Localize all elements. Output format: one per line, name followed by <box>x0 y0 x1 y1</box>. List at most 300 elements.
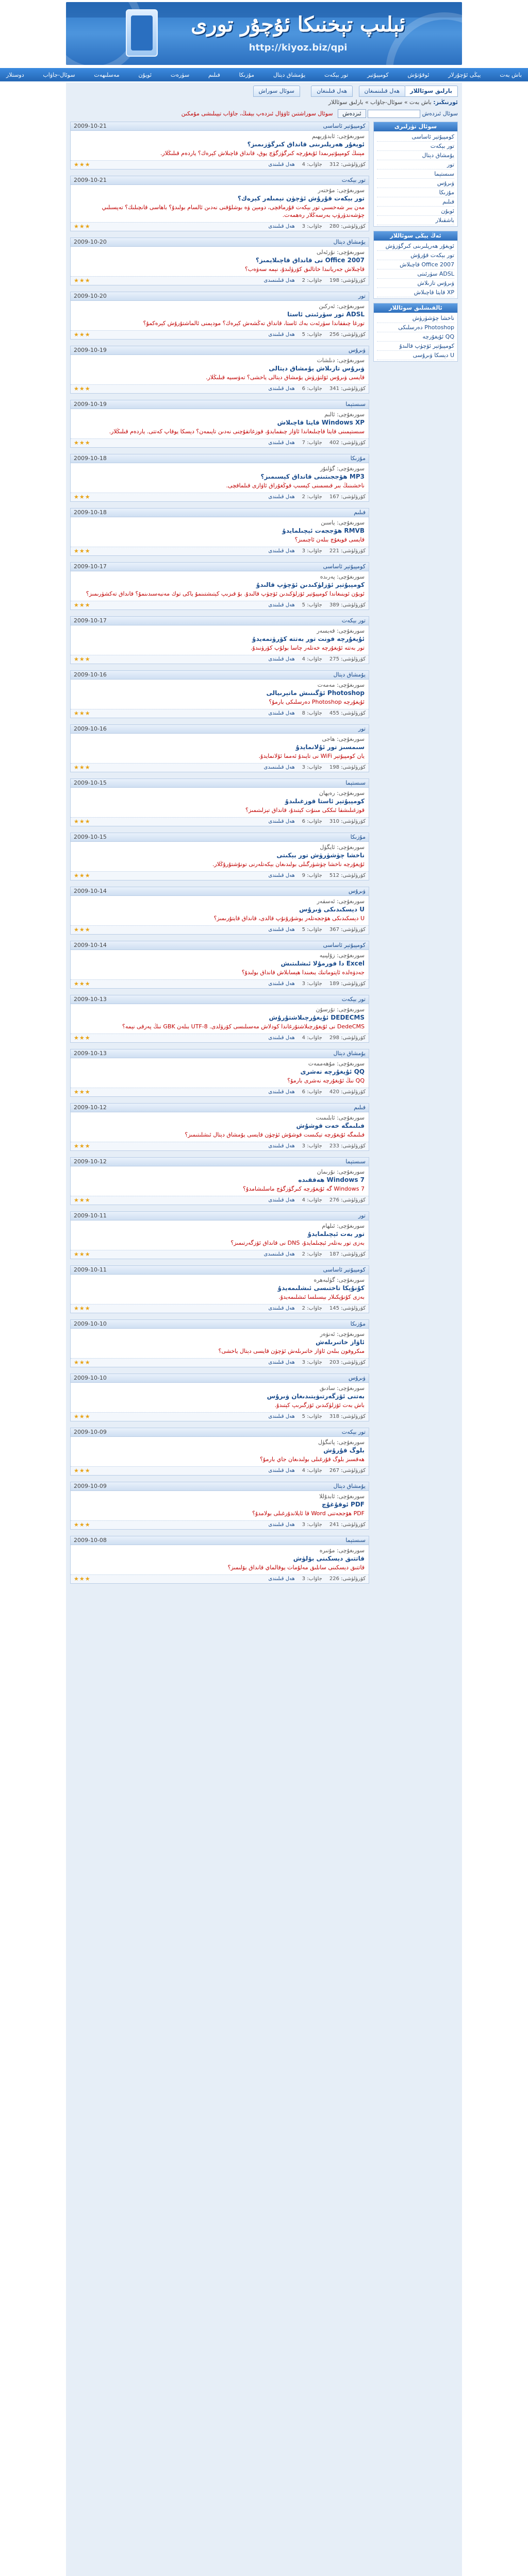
question-answers: جاۋاب: 6 <box>302 1089 322 1095</box>
question-date: 2009-10-12 <box>74 1158 107 1165</box>
sidebar-link[interactable]: تور <box>377 160 454 170</box>
rating-stars-icon: ★★★ <box>74 764 91 771</box>
question-category[interactable]: سىستېما <box>345 401 366 408</box>
question-title[interactable]: ئويغۇر ھەرپلىرىنى قانداق كىرگۈزىمىز؟ <box>247 141 365 148</box>
sidebar-link[interactable]: U دېسكا ۋىرۇسى <box>377 351 454 360</box>
question-asker: سورىغۇچى: قەيسەر <box>317 628 365 634</box>
question-title[interactable]: Windows 7 ھەققىدە <box>298 1176 365 1183</box>
question-title[interactable]: ۋىرۇس تازىلاش يۇمشاق دېتالى <box>269 365 365 372</box>
question-item[interactable] <box>70 238 369 285</box>
sidebar-link[interactable]: ئويۇن <box>377 207 454 216</box>
question-views: كۆرۈلۈشى: 203 <box>329 1360 366 1365</box>
question-header <box>71 400 369 409</box>
question-answers: جاۋاب: 2 <box>302 278 322 283</box>
question-date: 2009-10-12 <box>74 1104 107 1111</box>
question-views: كۆرۈلۈشى: 318 <box>329 1414 366 1419</box>
question-footer <box>71 1466 369 1475</box>
question-body <box>71 571 369 601</box>
question-asker: سورىغۇچى: ئابدۇللا <box>319 1493 365 1500</box>
question-item[interactable] <box>70 778 369 826</box>
question-header <box>71 833 369 842</box>
question-title[interactable]: بلوگ قۇرۇش <box>323 1447 365 1454</box>
question-date: 2009-10-10 <box>74 1320 107 1327</box>
question-header <box>71 1158 369 1166</box>
search-button[interactable]: ئىزدەش <box>338 109 366 118</box>
question-text: تورغا چىققاندا سۈرئەت بەك ئاستا، قانداق تەڭشەش كېرەك؟ مودېمنى ئالماشتۇرۇش كېرەكمۇ؟ <box>143 320 365 327</box>
question-category[interactable]: تور <box>358 1212 366 1219</box>
site-url: http://kiyoz.biz/qpi <box>249 42 348 53</box>
question-body <box>71 355 369 384</box>
question-asker: سورىغۇچى: مۇھەممەت <box>308 1060 365 1067</box>
question-footer <box>71 384 369 393</box>
question-title[interactable]: فىلىمگە خەت قوشۇش <box>296 1122 365 1129</box>
question-asker: سورىغۇچى: ئەسقەر <box>317 898 365 905</box>
question-views: كۆرۈلۈشى: 189 <box>329 981 366 987</box>
question-item[interactable] <box>70 454 369 502</box>
question-footer <box>71 1088 369 1096</box>
question-item[interactable] <box>70 1374 369 1421</box>
question-views: كۆرۈلۈشى: 256 <box>329 332 366 337</box>
question-status[interactable]: ھەل قىلىندى <box>268 440 295 446</box>
nav-item[interactable]: يۇمشاق دېتال <box>273 71 306 78</box>
question-answers: جاۋاب: 6 <box>302 386 322 392</box>
question-item[interactable] <box>70 1428 369 1476</box>
search-input[interactable] <box>368 110 420 118</box>
site-title: ئېلىپ تېخنىكا ئۇچۇر تورى <box>191 12 405 37</box>
question-answers: جاۋاب: 4 <box>302 1197 322 1203</box>
question-status[interactable]: ھەل قىلىندى <box>268 710 295 716</box>
sidebar-link[interactable]: ناخشا چۈشۈرۈش <box>377 314 454 323</box>
sidebar-link[interactable]: ئويغۇر ھەرپلىرىنى كىرگۈزۈش <box>377 242 454 251</box>
question-body <box>71 1166 369 1196</box>
question-answers: جاۋاب: 3 <box>302 765 322 770</box>
search-bar <box>70 109 458 121</box>
nav-item[interactable]: دوستلار <box>6 71 24 78</box>
question-status[interactable]: ھەل قىلىندى <box>268 602 295 608</box>
question-status[interactable]: ھەل قىلىندى <box>268 332 295 337</box>
sidebar-box-title: ئالقىشلىق سوئاللار <box>374 303 457 313</box>
question-footer <box>71 1358 369 1367</box>
question-views: كۆرۈلۈشى: 221 <box>329 548 366 554</box>
sidebar-link[interactable]: سىستېما <box>377 170 454 179</box>
question-title[interactable]: Photoshop ئۆگىنىش ماتېرىيالى <box>266 689 365 697</box>
question-text: ئويۇن ئوينىغاندا كومپيۇتېر ئۆزلۈكىدىن ئۆچۈپ قالىدۇ. بۇ قىزىپ كېتىشتىنمۇ ياكى توك مەنبەسىدىنمۇ؟ قانداق تەكشۈرىمىز؟ <box>86 590 365 597</box>
question-item[interactable] <box>70 887 369 935</box>
question-category[interactable]: يۇمشاق دېتال <box>333 1050 366 1057</box>
main-nav <box>0 68 528 81</box>
question-body <box>71 1437 369 1466</box>
question-views: كۆرۈلۈشى: 402 <box>329 440 366 446</box>
question-text: سىستېمىنى قايتا قاچىلىغاندا ئاۋاز چىقمايدۇ، قوزغاتقۇچنى نەدىن تاپىمەن؟ دېسكا يوقاپ كەتتى. ياردەم قىلىڭلار. <box>109 428 365 435</box>
question-status[interactable]: ھەل قىلىندى <box>268 927 295 933</box>
rating-stars-icon: ★★★ <box>74 1143 91 1149</box>
question-category[interactable]: مۇزىكا <box>350 455 366 462</box>
sidebar-link[interactable]: فىلىم <box>377 197 454 207</box>
sidebar-link[interactable]: Office 2007 قاچىلاش <box>377 260 454 269</box>
sidebar-box <box>373 303 458 362</box>
question-date: 2009-10-21 <box>74 123 107 129</box>
question-title[interactable]: QQ ئۇيغۇرچە نەشرى <box>300 1068 365 1075</box>
question-views: كۆرۈلۈشى: 298 <box>329 1035 366 1041</box>
tab-item[interactable]: ھەل قىلىنمىغان <box>359 86 405 97</box>
question-title[interactable]: ADSL تور سۈرئىتى ئاستا <box>287 311 365 318</box>
question-item[interactable] <box>70 616 369 664</box>
question-title[interactable]: كومپيۇتېر ئۆزلۈكىدىن ئۆچۈپ قالىدۇ <box>256 581 365 588</box>
question-category[interactable]: كومپيۇتېر ئاساسى <box>323 942 366 948</box>
question-date: 2009-10-13 <box>74 996 107 1003</box>
question-title[interactable]: تور بەت ئېچىلمايدۇ <box>307 1230 365 1238</box>
question-category[interactable]: يۇمشاق دېتال <box>333 671 366 678</box>
nav-item[interactable]: تور بېكەت <box>324 71 349 78</box>
question-category[interactable]: ۋىرۇس <box>348 347 366 353</box>
rating-stars-icon: ★★★ <box>74 656 91 663</box>
question-text: فىلىمگە ئۇيغۇرچە تېكىست قوشۇش ئۈچۈن قايسى يۇمشاق دېتال ئىشلىتىمىز؟ <box>185 1131 365 1138</box>
question-title[interactable]: ئاۋاز خاتىرىلەش <box>316 1338 365 1346</box>
sidebar-box <box>373 122 458 227</box>
question-footer <box>71 979 369 988</box>
question-category[interactable]: مۇزىكا <box>350 834 366 840</box>
question-item[interactable] <box>70 562 369 610</box>
question-status[interactable]: ھەل قىلىندى <box>268 1143 295 1149</box>
question-header <box>71 176 369 185</box>
question-footer <box>71 601 369 609</box>
question-answers: جاۋاب: 3 <box>302 981 322 987</box>
nav-item[interactable]: ئويۇن <box>138 71 152 78</box>
question-status[interactable]: ھەل قىلىندى <box>268 494 295 500</box>
question-text: قايسى ۋىرۇس ئۆلتۈرۈش يۇمشاق دېتالى ياخشى؟ تەۋسىيە قىلىڭلار. <box>206 374 365 381</box>
question-footer <box>71 871 369 880</box>
question-status[interactable]: ھەل قىلىنمىدى <box>263 1251 295 1257</box>
sidebar-link[interactable]: ADSL سۈرئىتى <box>377 269 454 279</box>
question-header <box>71 1374 369 1383</box>
question-category[interactable]: تور <box>358 293 366 299</box>
question-asker: سورىغۇچى: نۇرئەلى <box>317 249 365 256</box>
question-body <box>71 301 369 330</box>
question-item[interactable] <box>70 670 369 718</box>
question-item[interactable] <box>70 724 369 772</box>
question-text: يان كومپيۇتېر WiFi نى تاپىدۇ ئەمما ئۇلانمايدۇ. <box>258 753 365 759</box>
question-date: 2009-10-20 <box>74 293 107 299</box>
question-status[interactable]: ھەل قىلىندى <box>268 224 295 229</box>
rating-stars-icon: ★★★ <box>74 602 91 608</box>
question-category[interactable]: تور بېكەت <box>341 617 366 624</box>
question-title[interactable]: تور بېكەت قۇرۇش ئۈچۈن نېمىلەر كېرەك؟ <box>237 195 365 202</box>
question-title[interactable]: بەتنى ئۆزگەرتىۋېتىدىغان ۋىرۇس <box>267 1393 365 1400</box>
question-status[interactable]: ھەل قىلىندى <box>268 656 295 662</box>
question-status[interactable]: ھەل قىلىندى <box>268 162 295 167</box>
question-answers: جاۋاب: 4 <box>302 1035 322 1041</box>
question-status[interactable]: ھەل قىلىندى <box>268 548 295 554</box>
sidebar-link[interactable]: XP قايتا قاچىلاش <box>377 288 454 297</box>
question-item[interactable] <box>70 941 369 989</box>
site-banner[interactable] <box>66 2 462 65</box>
question-text: مىكروفون بىلەن ئاۋاز خاتىرىلەش ئۈچۈن قايسى دېتال ياخشى؟ <box>218 1348 365 1354</box>
question-text: ناخشىنىڭ بىر قىسمىنى كېسىپ قوڭغۇراق ئاۋازى قىلماقچى. <box>226 482 365 489</box>
question-date: 2009-10-09 <box>74 1483 107 1489</box>
question-category[interactable]: فىلىم <box>354 509 366 516</box>
question-category[interactable]: تور <box>358 725 366 732</box>
question-category[interactable]: سىستېما <box>345 779 366 786</box>
question-views: كۆرۈلۈشى: 167 <box>329 494 366 500</box>
question-item[interactable] <box>70 1536 369 1584</box>
question-item[interactable] <box>70 1265 369 1313</box>
question-category[interactable]: ۋىرۇس <box>348 1375 366 1381</box>
question-title[interactable]: ئۇيغۇرچە فونت تور بەتتە كۆرۈنمەيدۇ <box>252 635 365 642</box>
question-header <box>71 122 369 131</box>
question-date: 2009-10-19 <box>74 401 107 408</box>
rating-stars-icon: ★★★ <box>74 277 91 284</box>
question-header <box>71 509 369 517</box>
question-asker: سورىغۇچى: زۇلپىيە <box>319 952 365 959</box>
question-category[interactable]: مۇزىكا <box>350 1320 366 1327</box>
question-header <box>71 1049 369 1058</box>
question-date: 2009-10-13 <box>74 1050 107 1057</box>
question-status[interactable]: ھەل قىلىنمىدى <box>263 765 295 770</box>
nav-item[interactable]: مەسلىھەت <box>94 71 120 78</box>
rating-stars-icon: ★★★ <box>74 1467 91 1474</box>
nav-item[interactable]: يېڭى ئۇچۇرلار <box>448 71 481 78</box>
question-text: U دېسكىدىكى ھۆججەتلەر يوشۇرۇنۇپ قالدى، قانداق قايتۇرىمىز؟ <box>213 915 365 922</box>
question-date: 2009-10-17 <box>74 563 107 570</box>
question-header <box>71 671 369 680</box>
question-text: ئۇيغۇرچە Photoshop دەرسلىكى بارمۇ؟ <box>269 699 365 705</box>
question-views: كۆرۈلۈشى: 512 <box>329 873 366 878</box>
question-header <box>71 238 369 247</box>
question-answers: جاۋاب: 9 <box>302 873 322 878</box>
question-item[interactable] <box>70 1482 369 1530</box>
sidebar-link[interactable]: مۇزىكا <box>377 188 454 197</box>
question-text: ھەقسىز بلوگ قۇرغىلى بولىدىغان جاي بارمۇ؟ <box>260 1456 365 1463</box>
rating-stars-icon: ★★★ <box>74 548 91 554</box>
question-item[interactable] <box>70 292 369 340</box>
question-body <box>71 680 369 709</box>
question-body <box>71 1221 369 1250</box>
question-status[interactable]: ھەل قىلىندى <box>268 819 295 824</box>
nav-item[interactable]: سۈرەت <box>170 71 190 78</box>
breadcrumb-path[interactable]: باش بەت » سوئال-جاۋاب » بارلىق سوئاللار <box>328 99 432 106</box>
question-status[interactable]: ھەل قىلىندى <box>268 1414 295 1419</box>
question-views: كۆرۈلۈشى: 280 <box>329 224 366 229</box>
question-asker: سورىغۇچى: ئالىم <box>324 411 365 418</box>
rating-stars-icon: ★★★ <box>74 385 91 392</box>
question-date: 2009-10-15 <box>74 834 107 840</box>
question-category[interactable]: فىلىم <box>354 1104 366 1111</box>
question-category[interactable]: يۇمشاق دېتال <box>333 239 366 245</box>
rating-stars-icon: ★★★ <box>74 1575 91 1582</box>
question-title[interactable]: DEDECMS ئۇيغۇرچىلاشتۇرۇش <box>269 1014 365 1021</box>
question-text: Windows 7 گە ئۇيغۇرچە كىرگۈزگۈچ ماسلىشامدۇ؟ <box>243 1185 365 1192</box>
question-body <box>71 1058 369 1088</box>
question-item[interactable] <box>70 1103 369 1151</box>
sidebar-link[interactable]: ۋىرۇس <box>377 179 454 188</box>
question-footer <box>71 1574 369 1583</box>
question-header <box>71 779 369 788</box>
question-asker: سورىغۇچى: ئايگۈل <box>320 844 365 851</box>
question-footer <box>71 709 369 718</box>
rating-stars-icon: ★★★ <box>74 818 91 825</box>
sidebar-link[interactable]: يۇمشاق دېتال <box>377 151 454 160</box>
question-views: كۆرۈلۈشى: 455 <box>329 710 366 716</box>
question-date: 2009-10-20 <box>74 239 107 245</box>
question-asker: سورىغۇچى: تۇرسۇن <box>316 1006 365 1013</box>
question-footer <box>71 763 369 772</box>
question-answers: جاۋاب: 7 <box>302 440 322 446</box>
rating-stars-icon: ★★★ <box>74 1035 91 1041</box>
question-header <box>71 887 369 896</box>
rating-stars-icon: ★★★ <box>74 980 91 987</box>
question-category[interactable]: تور بېكەت <box>341 1429 366 1435</box>
question-item[interactable] <box>70 1157 369 1205</box>
question-text: DedeCMS نى ئۇيغۇرچىلاشتۇرغاندا كودلاش مەسىلىسى كۆرۈلدى. UTF-8 بىلەن GBK نىڭ پەرقى نېمە؟ <box>122 1023 365 1030</box>
question-item[interactable] <box>70 176 369 231</box>
question-footer <box>71 1304 369 1313</box>
question-views: كۆرۈلۈشى: 241 <box>329 1522 366 1528</box>
tab-item[interactable]: بارلىق سوئاللار <box>404 86 458 97</box>
question-header <box>71 1266 369 1275</box>
question-footer <box>71 1520 369 1529</box>
question-text: باش بەت ئۆزلۈكىدىن ئۆزگىرىپ كېتىدۇ. <box>274 1402 365 1409</box>
question-item[interactable] <box>70 346 369 394</box>
question-status[interactable]: ھەل قىلىندى <box>268 1089 295 1095</box>
question-item[interactable] <box>70 833 369 880</box>
question-item[interactable] <box>70 400 369 448</box>
question-text: جەدۋەلدە ئاپتوماتىك يىغىندا ھېسابلاش قانداق بولىدۇ؟ <box>241 969 365 976</box>
question-answers: جاۋاب: 2 <box>302 1306 322 1311</box>
question-status[interactable]: ھەل قىلىندى <box>268 1306 295 1311</box>
rating-stars-icon: ★★★ <box>74 926 91 933</box>
question-text: قاچىلاش جەريانىدا خاتالىق كۆرۈلىدۇ، نېمە سەۋەب؟ <box>244 266 365 273</box>
question-category[interactable]: كومپيۇتېر ئاساسى <box>323 1266 366 1273</box>
question-text: PDF ھۆججەتنى Word قا ئايلاندۇرغىلى بولامدۇ؟ <box>252 1510 365 1517</box>
question-item[interactable] <box>70 508 369 556</box>
question-item[interactable] <box>70 122 369 170</box>
sidebar-link[interactable]: كومپيۇتېر ئاساسى <box>377 132 454 142</box>
question-category[interactable]: يۇمشاق دېتال <box>333 1483 366 1489</box>
question-category[interactable]: سىستېما <box>345 1537 366 1544</box>
sidebar-link[interactable]: كومپيۇتېر ئۆچۈپ قالىدۇ <box>377 342 454 351</box>
question-asker: سورىغۇچى: ئابلىمىت <box>316 1114 365 1121</box>
question-answers: جاۋاب: 6 <box>302 819 322 824</box>
question-status[interactable]: ھەل قىلىندى <box>268 981 295 987</box>
question-category[interactable]: كومپيۇتېر ئاساسى <box>323 123 366 129</box>
question-status[interactable]: ھەل قىلىندى <box>268 386 295 392</box>
question-title[interactable]: Excel دا فورمۇلا ئىشلىتىش <box>280 960 365 967</box>
question-answers: جاۋاب: 3 <box>302 1360 322 1365</box>
question-title[interactable]: سىمسىز تور ئۇلانمايدۇ <box>295 743 365 751</box>
rating-stars-icon: ★★★ <box>74 1413 91 1420</box>
question-views: كۆرۈلۈشى: 198 <box>329 765 366 770</box>
question-text: قايسى قويغۇچ بىلەن ئاچىمىز؟ <box>294 536 365 543</box>
question-status[interactable]: ھەل قىلىندى <box>268 1522 295 1528</box>
question-status[interactable]: ھەل قىلىندى <box>268 1035 295 1041</box>
question-answers: جاۋاب: 2 <box>302 1251 322 1257</box>
search-label: سوئال ئىزدەش <box>422 110 458 117</box>
question-header <box>71 1104 369 1112</box>
sidebar <box>373 122 458 366</box>
question-status[interactable]: ھەل قىلىندى <box>268 1360 295 1365</box>
question-views: كۆرۈلۈشى: 198 <box>329 278 366 283</box>
question-status[interactable]: ھەل قىلىندى <box>268 1197 295 1203</box>
question-title[interactable]: كومپيۇتېر ئاستا قوزغىلىدۇ <box>285 798 365 805</box>
question-text: تور بەتتە ئۇيغۇرچە خەتلەر چاسا بولۇپ كۆرۈنىدۇ. <box>250 645 365 651</box>
question-item[interactable] <box>70 1049 369 1097</box>
nav-item[interactable]: باش بەت <box>500 71 522 78</box>
question-title[interactable]: Office 2007 نى قانداق قاچىلايمىز؟ <box>255 257 365 264</box>
question-views: كۆرۈلۈشى: 233 <box>329 1143 366 1149</box>
nav-item[interactable]: ئوقۇتۇش <box>407 71 430 78</box>
question-item[interactable] <box>70 1211 369 1259</box>
question-body <box>71 1383 369 1412</box>
question-status[interactable]: ھەل قىلىنمىدى <box>263 278 295 283</box>
question-date: 2009-10-16 <box>74 671 107 678</box>
question-date: 2009-10-14 <box>74 942 107 948</box>
question-footer <box>71 547 369 555</box>
sidebar-link[interactable]: ۋىرۇس تازىلاش <box>377 279 454 288</box>
question-item[interactable] <box>70 1319 369 1367</box>
sidebar-link[interactable]: تور بېكەت قۇرۇش <box>377 251 454 260</box>
nav-item[interactable]: مۇزىكا <box>239 71 255 78</box>
question-title[interactable]: كۇنۇپكا تاختىسى ئىشلىمەيدۇ <box>277 1284 365 1292</box>
question-text: مەن بىر شەخسىي تور بېكەت قۇرماقچى، دومېن ۋە بوشلۇقنى نەدىن ئالسام بولىدۇ؟ باھاسى قانچىلىك؟ تەپسىلىي چۈشەندۈرۈپ بەرسەڭلار رەھمەت. <box>102 204 365 218</box>
nav-item[interactable]: سوئال-جاۋاب <box>43 71 75 78</box>
question-views: كۆرۈلۈشى: 275 <box>329 656 366 662</box>
question-answers: جاۋاب: 4 <box>302 656 322 662</box>
question-header <box>71 1428 369 1437</box>
question-status[interactable]: ھەل قىلىندى <box>268 1576 295 1582</box>
question-category[interactable]: تور بېكەت <box>341 177 366 183</box>
question-body <box>71 734 369 763</box>
question-date: 2009-10-18 <box>74 509 107 516</box>
question-body <box>71 409 369 438</box>
question-title[interactable]: MP3 ھۆججىتىنى قانداق كېسىمىز؟ <box>260 473 365 480</box>
question-answers: جاۋاب: 5 <box>302 332 322 337</box>
tab-item[interactable]: سوئال سوراش <box>253 86 301 97</box>
question-text: قوزغىلىشقا ئىككى مىنۇت كېتىدۇ، قانداق تېزلىتىمىز؟ <box>245 807 365 814</box>
question-title[interactable]: Windows XP قايتا قاچىلاش <box>277 419 365 426</box>
question-asker: سورىغۇچى: ئىلھام <box>322 1223 365 1229</box>
rating-stars-icon: ★★★ <box>74 1305 91 1312</box>
sidebar-link[interactable]: Photoshop دەرسلىكى <box>377 323 454 332</box>
question-asker: سورىغۇچى: ھاجى <box>322 736 365 742</box>
question-status[interactable]: ھەل قىلىندى <box>268 1468 295 1473</box>
question-date: 2009-10-21 <box>74 177 107 183</box>
question-category[interactable]: سىستېما <box>345 1158 366 1165</box>
question-answers: جاۋاب: 3 <box>302 1576 322 1582</box>
question-answers: جاۋاب: 3 <box>302 224 322 229</box>
question-status[interactable]: ھەل قىلىندى <box>268 873 295 878</box>
question-category[interactable]: كومپيۇتېر ئاساسى <box>323 563 366 570</box>
question-body <box>71 1004 369 1033</box>
nav-item[interactable]: كومپيۇتېر <box>367 71 389 78</box>
question-title[interactable]: U دېسكىدىكى ۋىرۇس <box>299 906 365 913</box>
question-item[interactable] <box>70 995 369 1043</box>
sidebar-link[interactable]: باشقىلار <box>377 216 454 225</box>
question-title[interactable]: PDF ئوقۇغۇچ <box>322 1501 365 1508</box>
question-title[interactable]: قاتتىق دېسكىنى بۆلۈش <box>293 1555 365 1562</box>
question-title[interactable]: ناخشا چۈشۈرۈش تور بېكىتى <box>276 852 365 859</box>
tab-item[interactable]: ھەل قىلىنغان <box>311 86 353 97</box>
nav-item[interactable]: فىلىم <box>208 71 220 78</box>
sidebar-link[interactable]: QQ ئۇيغۇرچە <box>377 332 454 342</box>
question-category[interactable]: تور بېكەت <box>341 996 366 1003</box>
rating-stars-icon: ★★★ <box>74 872 91 879</box>
question-title[interactable]: RMVB ھۆججەت ئېچىلمايدۇ <box>282 527 365 534</box>
question-body <box>71 1112 369 1142</box>
sidebar-link[interactable]: تور بېكەت <box>377 142 454 151</box>
question-footer <box>71 160 369 169</box>
question-category[interactable]: ۋىرۇس <box>348 888 366 894</box>
question-footer <box>71 925 369 934</box>
